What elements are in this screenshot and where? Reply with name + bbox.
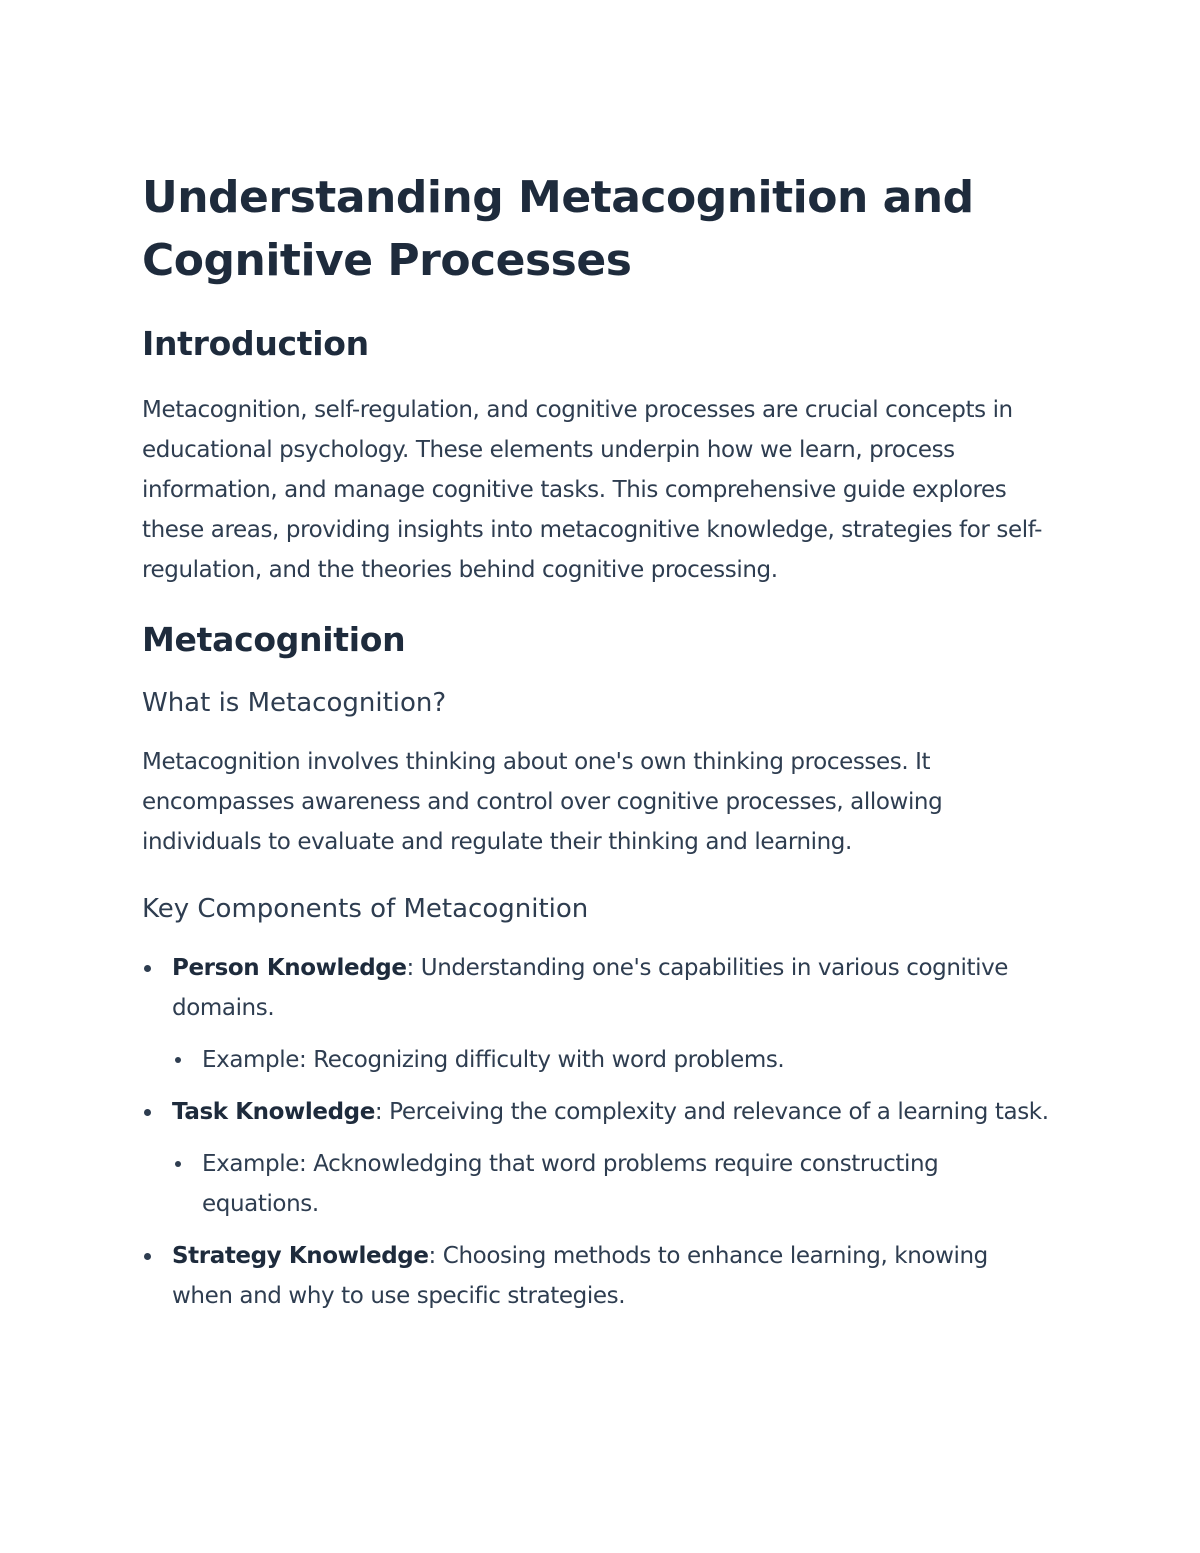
term-task-knowledge: Task Knowledge (172, 1099, 375, 1125)
section-heading-introduction: Introduction (142, 324, 369, 363)
introduction-paragraph: Metacognition, self-regulation, and cognitive processes are crucial concepts in educational psychology. These elements underpin how we learn, process information, and manage cognitive tasks. This comprehensive guide explores these areas, providing insights into metacognitive knowledge, strategies for self-regulation, and the theories behind cognitive processing. (142, 397, 1043, 583)
document-page (142, 166, 1052, 1328)
example-task-knowledge: Example: Acknowledging that word problems require constructing equations. (172, 1144, 1052, 1224)
description-strategy-knowledge: : Choosing methods to enhance learning, knowing when and why to use specific strategies. (172, 1243, 988, 1309)
list-item-strategy-knowledge (142, 1236, 1052, 1316)
key-components-list (142, 948, 1052, 1316)
list-item-task-knowledge (142, 1092, 1052, 1224)
subheading-what-is-metacognition: What is Metacognition? (142, 688, 447, 718)
description-person-knowledge: : Understanding one's capabilities in various cognitive domains. (172, 955, 1009, 1021)
example-person-knowledge: Example: Recognizing difficulty with word problems. (172, 1040, 1052, 1080)
document-title: Understanding Metacognition and Cognitive Processes (142, 172, 974, 286)
list-item-person-knowledge (142, 948, 1052, 1080)
subheading-key-components: Key Components of Metacognition (142, 894, 589, 924)
description-task-knowledge: : Perceiving the complexity and relevance of a learning task. (374, 1099, 1049, 1125)
term-strategy-knowledge: Strategy Knowledge (172, 1243, 429, 1269)
what-is-metacognition-paragraph: Metacognition involves thinking about one's own thinking processes. It encompasses awareness and control over cognitive processes, allowing individuals to evaluate and regulate their thinking and learning. (142, 749, 943, 855)
section-heading-metacognition: Metacognition (142, 620, 406, 659)
sublist-task-knowledge (172, 1144, 1052, 1224)
sublist-person-knowledge (172, 1040, 1052, 1080)
term-person-knowledge: Person Knowledge (172, 955, 407, 981)
